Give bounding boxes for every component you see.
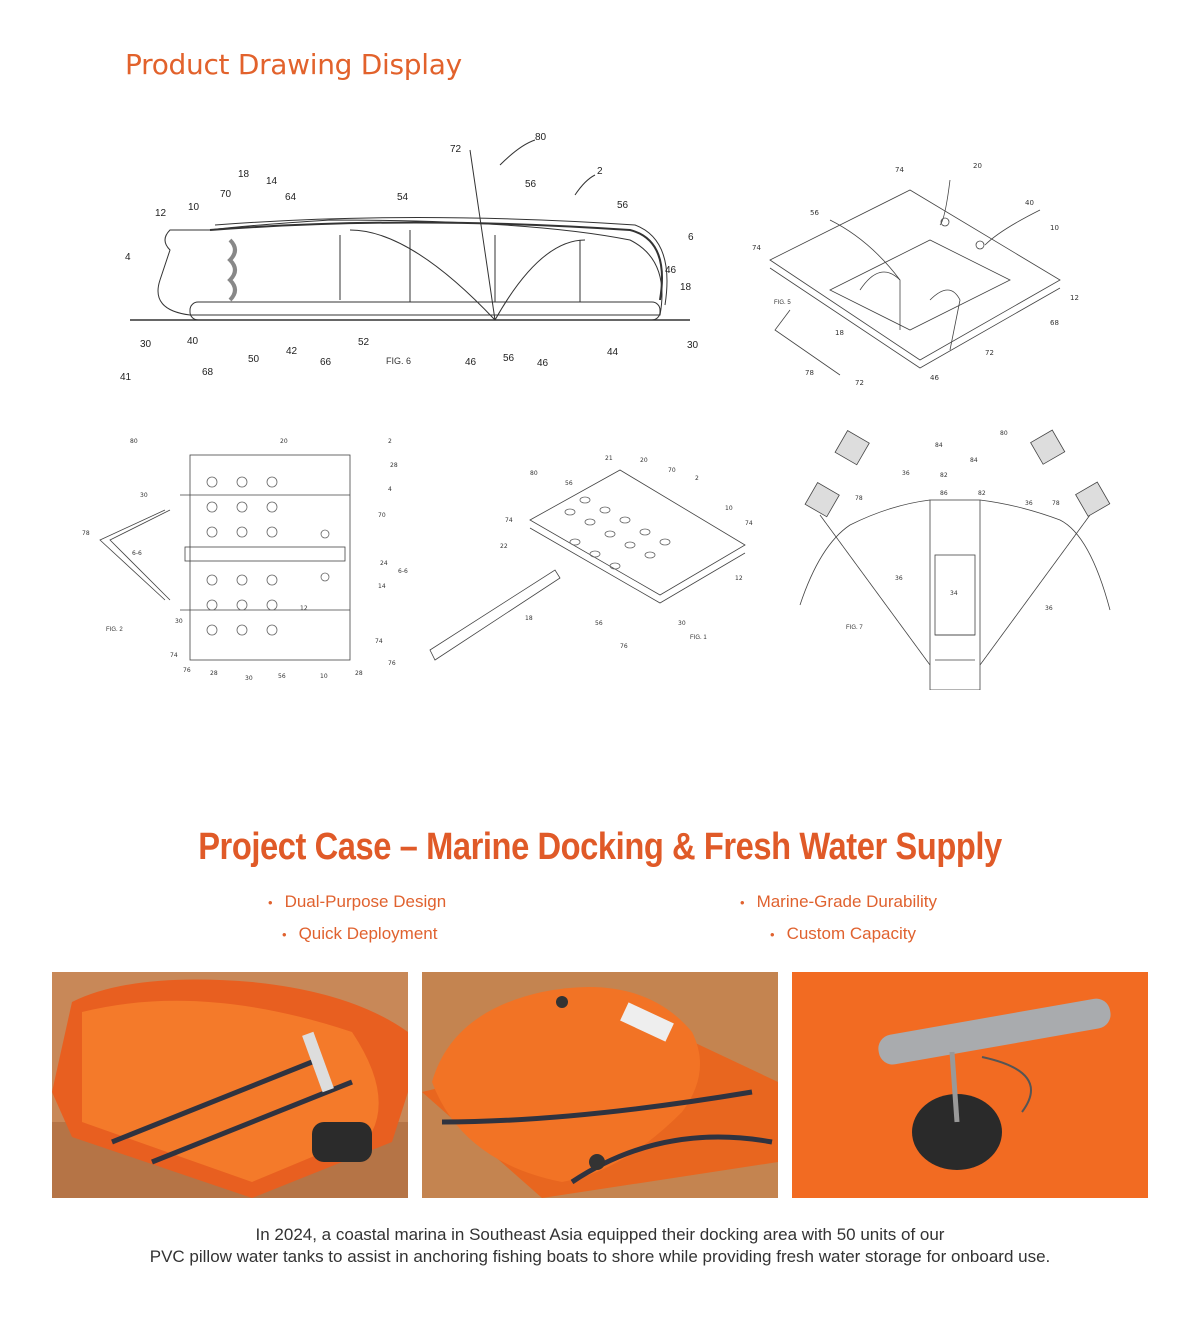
svg-text:80: 80 (1000, 430, 1008, 437)
svg-text:21: 21 (605, 455, 613, 462)
svg-text:36: 36 (1045, 605, 1053, 612)
feature-bullet: • Custom Capacity (770, 924, 916, 943)
svg-text:30: 30 (687, 340, 699, 351)
svg-text:68: 68 (202, 367, 214, 378)
svg-text:78: 78 (1052, 500, 1060, 507)
svg-text:30: 30 (140, 339, 152, 350)
svg-text:14: 14 (378, 583, 386, 590)
patent-drawing-fig1 (425, 450, 760, 665)
svg-text:14: 14 (266, 176, 278, 187)
svg-text:40: 40 (1025, 199, 1034, 207)
svg-text:56: 56 (525, 179, 537, 190)
svg-text:10: 10 (188, 202, 200, 213)
feature-bullet: • Quick Deployment (282, 924, 438, 943)
svg-text:46: 46 (465, 357, 477, 368)
project-photo-tank-2 (422, 972, 778, 1198)
svg-text:56: 56 (810, 209, 819, 217)
svg-text:42: 42 (286, 346, 298, 357)
svg-text:12: 12 (300, 605, 308, 612)
project-photo-fitting (792, 972, 1148, 1198)
svg-text:84: 84 (935, 442, 943, 449)
svg-text:10: 10 (1050, 224, 1059, 232)
svg-text:18: 18 (835, 329, 844, 337)
svg-text:30: 30 (175, 618, 183, 625)
svg-text:72: 72 (985, 349, 994, 357)
svg-text:54: 54 (397, 192, 409, 203)
svg-text:12: 12 (1070, 294, 1079, 302)
svg-text:76: 76 (388, 660, 396, 667)
svg-text:20: 20 (280, 438, 288, 445)
project-case-heading: Project Case – Marine Docking & Fresh Water Supply (198, 826, 1002, 868)
svg-text:50: 50 (248, 354, 260, 365)
svg-text:12: 12 (155, 208, 167, 219)
svg-text:20: 20 (640, 457, 648, 464)
svg-text:36: 36 (895, 575, 903, 582)
svg-text:70: 70 (378, 512, 386, 519)
svg-text:22: 22 (500, 543, 508, 550)
svg-text:78: 78 (82, 530, 90, 537)
figure-label: FIG. 7 (846, 625, 863, 631)
patent-drawing-fig5 (750, 160, 1090, 390)
feature-bullet: • Marine-Grade Durability (740, 892, 938, 911)
svg-text:10: 10 (725, 505, 733, 512)
svg-text:56: 56 (617, 200, 629, 211)
svg-text:30: 30 (678, 620, 686, 627)
svg-text:64: 64 (285, 192, 297, 203)
patent-drawing-fig6 (110, 130, 710, 385)
section-title-product-drawing: Product Drawing Display (125, 48, 462, 81)
svg-text:78: 78 (805, 369, 814, 377)
svg-text:56: 56 (278, 673, 286, 680)
svg-text:24: 24 (380, 560, 388, 567)
svg-text:74: 74 (752, 244, 761, 252)
svg-text:2: 2 (388, 438, 392, 445)
svg-text:80: 80 (535, 132, 547, 143)
svg-text:74: 74 (505, 517, 513, 524)
svg-text:70: 70 (220, 189, 232, 200)
svg-text:44: 44 (607, 347, 619, 358)
project-caption-line-1: In 2024, a coastal marina in Southeast Asia equipped their docking area with 50 units of our (255, 1225, 945, 1244)
svg-text:80: 80 (130, 438, 138, 445)
svg-text:80: 80 (530, 470, 538, 477)
patent-drawing-fig7 (790, 425, 1120, 690)
svg-text:6-6: 6-6 (398, 568, 408, 575)
svg-text:78: 78 (855, 495, 863, 502)
svg-text:34: 34 (950, 590, 958, 597)
figure-label: FIG. 6 (386, 356, 412, 366)
svg-text:4: 4 (388, 486, 392, 493)
svg-text:72: 72 (855, 379, 864, 387)
svg-text:12: 12 (735, 575, 743, 582)
svg-text:70: 70 (668, 467, 676, 474)
svg-text:2: 2 (695, 475, 699, 482)
svg-text:68: 68 (1050, 319, 1059, 327)
project-photo-tank-1 (52, 972, 408, 1198)
svg-text:46: 46 (537, 358, 549, 369)
svg-text:36: 36 (902, 470, 910, 477)
svg-text:18: 18 (525, 615, 533, 622)
svg-text:82: 82 (940, 472, 948, 479)
svg-text:6: 6 (688, 232, 694, 243)
svg-text:18: 18 (238, 169, 250, 180)
patent-drawing-fig2 (80, 435, 410, 685)
svg-text:28: 28 (355, 670, 363, 677)
figure-label: FIG. 2 (106, 627, 123, 633)
svg-text:74: 74 (895, 166, 904, 174)
svg-text:30: 30 (140, 492, 148, 499)
project-caption-line-2: PVC pillow water tanks to assist in anchoring fishing boats to shore while providing fresh water storage for onboard use. (149, 1247, 1051, 1266)
svg-text:10: 10 (320, 673, 328, 680)
svg-text:74: 74 (745, 520, 753, 527)
svg-text:56: 56 (503, 353, 515, 364)
svg-text:56: 56 (595, 620, 603, 627)
figure-label: FIG. 5 (774, 300, 791, 306)
svg-text:40: 40 (187, 336, 199, 347)
svg-text:86: 86 (940, 490, 948, 497)
svg-text:52: 52 (358, 337, 370, 348)
feature-bullet: • Dual-Purpose Design (268, 892, 447, 911)
svg-text:28: 28 (390, 462, 398, 469)
svg-text:56: 56 (565, 480, 573, 487)
svg-text:74: 74 (170, 652, 178, 659)
svg-text:36: 36 (1025, 500, 1033, 507)
svg-text:30: 30 (245, 675, 253, 682)
svg-text:41: 41 (120, 372, 132, 383)
svg-text:76: 76 (183, 667, 191, 674)
svg-text:46: 46 (665, 265, 677, 276)
svg-text:66: 66 (320, 357, 332, 368)
svg-text:84: 84 (970, 457, 978, 464)
svg-text:72: 72 (450, 144, 462, 155)
svg-text:82: 82 (978, 490, 986, 497)
svg-text:18: 18 (680, 282, 692, 293)
svg-text:2: 2 (597, 166, 603, 177)
svg-text:28: 28 (210, 670, 218, 677)
svg-text:74: 74 (375, 638, 383, 645)
figure-label: FIG. 1 (690, 635, 707, 641)
svg-text:20: 20 (973, 162, 982, 170)
svg-text:6-6: 6-6 (132, 550, 142, 557)
svg-text:46: 46 (930, 374, 939, 382)
svg-text:76: 76 (620, 643, 628, 650)
svg-text:4: 4 (125, 252, 131, 263)
